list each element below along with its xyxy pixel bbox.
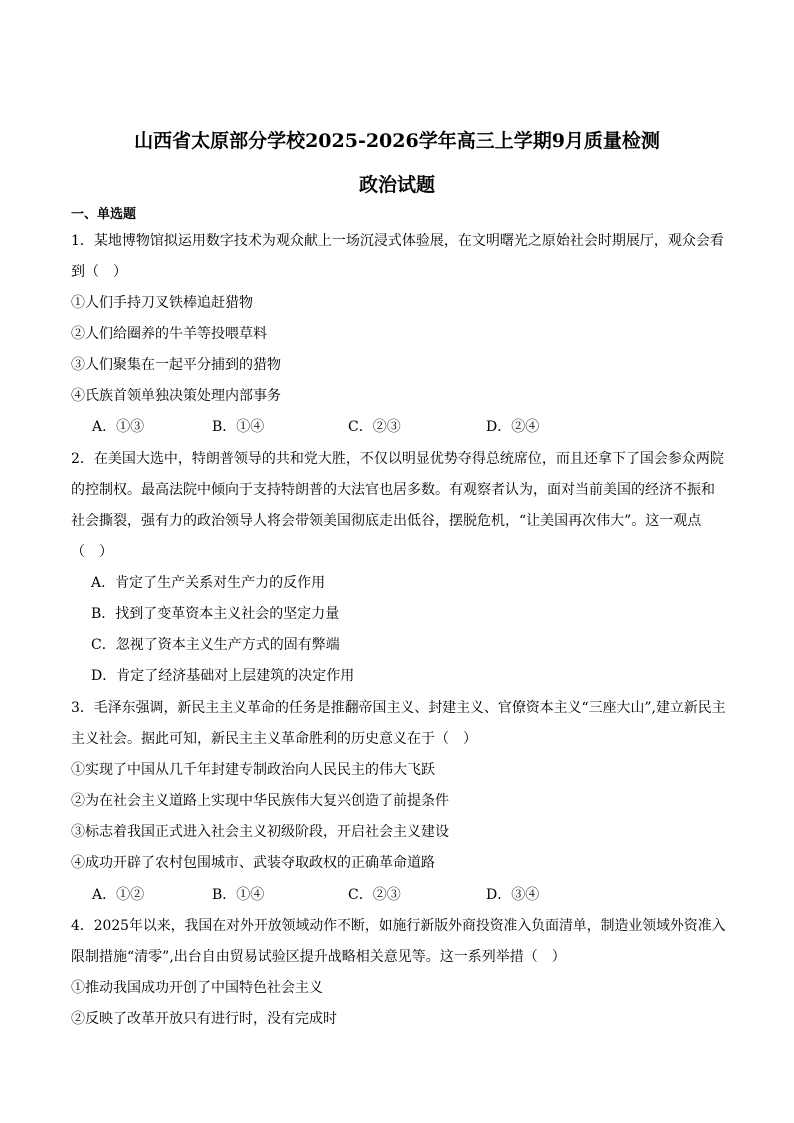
option-b[interactable]: B．①④: [212, 419, 265, 435]
option-c[interactable]: C．②③: [348, 419, 401, 435]
option-a[interactable]: A．①③: [92, 419, 145, 435]
question-text-line: 1．某地博物馆拟运用数字技术为观众献上一场沉浸式体验展，在文明曙光之原始社会时期展厅，观众会看: [71, 233, 724, 249]
option-a[interactable]: A．①②: [92, 887, 145, 903]
option-b[interactable]: B．①④: [212, 887, 265, 903]
statement-item: ②人们给圈养的牛羊等投喂草料: [71, 326, 267, 342]
question-text-line: 2．在美国大选中，特朗普领导的共和党大胜，不仅以明显优势夺得总统席位，而且还拿下了国会参众两院: [71, 451, 724, 467]
statement-item: ①实现了中国从几千年封建专制政治向人民民主的伟大飞跃: [71, 762, 435, 778]
statement-item: ②为在社会主义道路上实现中华民族伟大复兴创造了前提条件: [71, 793, 449, 809]
statement-item: ④成功开辟了农村包围城市、武装夺取政权的正确革命道路: [71, 855, 435, 871]
exam-subtitle: 政治试题: [358, 174, 435, 196]
question-text-line: 主义社会。据此可知，新民主主义革命胜利的历史意义在于（ ）: [71, 731, 477, 747]
question-text-line: 限制措施“清零”,出台自由贸易试验区提升战略相关意见等。这一系列举措（ ）: [71, 949, 566, 965]
question-text-line: 3．毛泽东强调，新民主主义革命的任务是推翻帝国主义、封建主义、官僚资本主义“三座大山”,建立新民主: [71, 700, 726, 716]
statement-item: ③标志着我国正式进入社会主义初级阶段，开启社会主义建设: [71, 824, 449, 840]
exam-title: 山西省太原部分学校2025-2026学年高三上学期9月质量检测: [134, 130, 660, 152]
option-b[interactable]: B．找到了变革资本主义社会的坚定力量: [91, 606, 340, 622]
statement-item: ④氏族首领单独决策处理内部事务: [71, 388, 281, 404]
question-text-line: 的控制权。最高法院中倾向于支持特朗普的大法官也居多数。有观察者认为，面对当前美国的经济不振和: [71, 482, 715, 498]
option-a[interactable]: A．肯定了生产关系对生产力的反作用: [91, 575, 326, 591]
question-text-line: （ ）: [71, 544, 113, 560]
option-d[interactable]: D．③④: [486, 887, 540, 903]
option-c[interactable]: C．忽视了资本主义生产方式的固有弊端: [91, 637, 340, 653]
section-heading: 一、单选题: [71, 207, 137, 222]
option-c[interactable]: C．②③: [348, 887, 401, 903]
question-text-line: 社会撕裂，强有力的政治领导人将会带领美国彻底走出低谷，摆脱危机，“让美国再次伟大”。这一观点: [71, 513, 702, 529]
statement-item: ③人们聚集在一起平分捕到的猎物: [71, 357, 281, 373]
statement-item: ②反映了改革开放只有进行时，没有完成时: [71, 1011, 337, 1027]
question-text-line: 4．2025年以来，我国在对外开放领域动作不断，如施行新版外商投资准入负面清单，制造业领域外资准入: [71, 918, 726, 934]
statement-item: ①推动我国成功开创了中国特色社会主义: [71, 980, 323, 996]
statement-item: ①人们手持刀叉铁棒追赶猎物: [71, 295, 253, 311]
option-d[interactable]: D．肯定了经济基础对上层建筑的决定作用: [91, 668, 355, 684]
question-text-line: 到（ ）: [71, 264, 127, 280]
option-d[interactable]: D．②④: [486, 419, 540, 435]
